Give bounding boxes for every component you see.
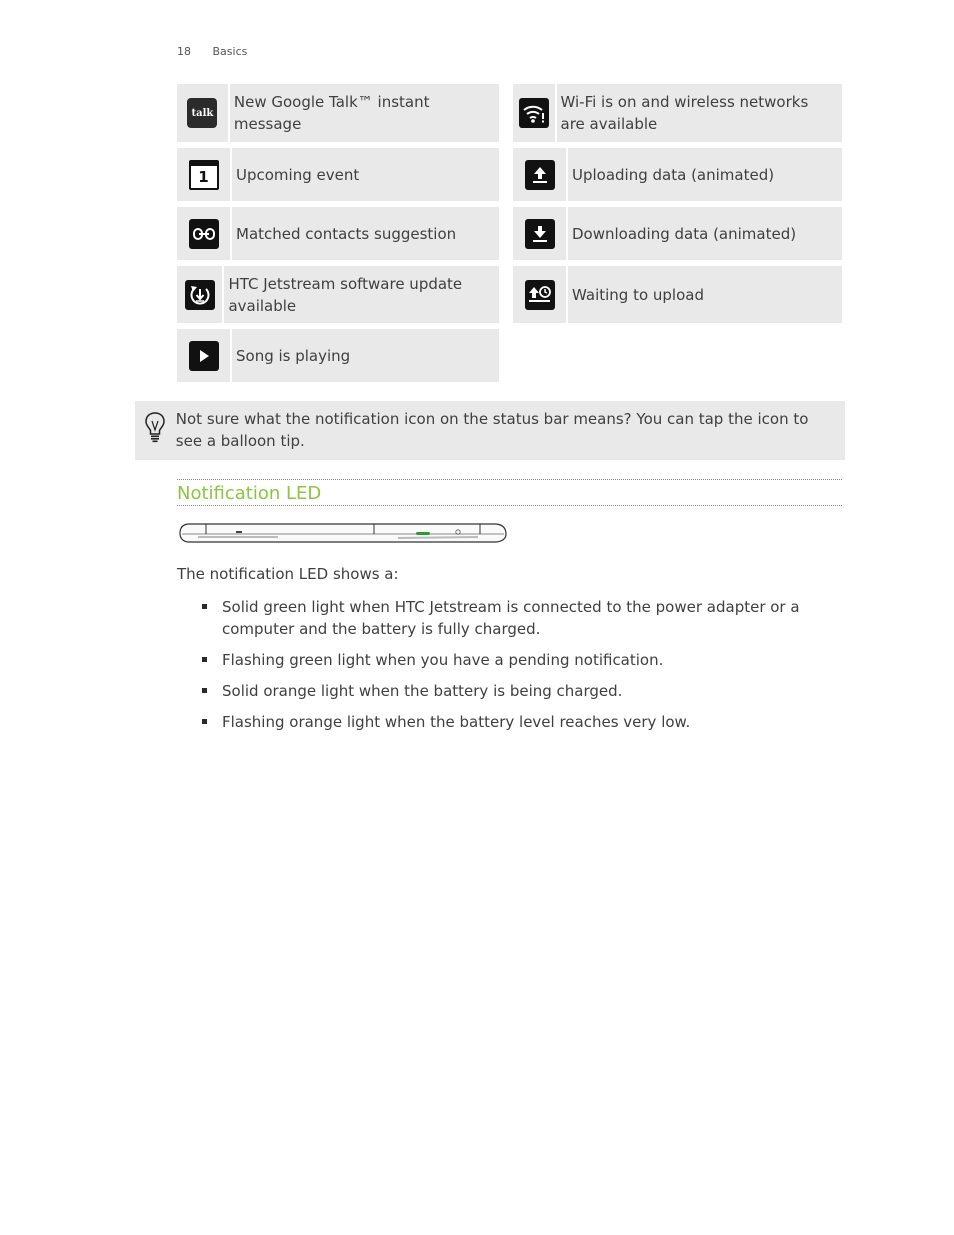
matched-contacts-icon [189, 219, 219, 249]
table-row [513, 207, 842, 260]
tip-text: Not sure what the notification icon on the status bar means? You can tap the icon to see a balloon tip. [175, 410, 809, 450]
table-row [177, 84, 499, 142]
section-heading-bar [177, 479, 842, 506]
table-row [513, 266, 842, 323]
list-item: Flashing orange light when the battery level reaches very low. [201, 711, 841, 733]
icon-description: Song is playing [236, 346, 351, 365]
download-icon [525, 219, 555, 249]
table-row [177, 207, 499, 260]
play-icon [189, 341, 219, 371]
led-states-list [201, 596, 841, 742]
page-header [177, 45, 247, 58]
section-intro: The notification LED shows a: [177, 565, 399, 583]
icon-description: Downloading data (animated) [572, 224, 797, 243]
icon-description: Uploading data (animated) [572, 165, 775, 184]
list-item: Solid green light when HTC Jetstream is connected to the power adapter or a computer and the battery is fully charged. [201, 596, 841, 640]
icon-description: Wi-Fi is on and wireless networks are available [560, 93, 809, 133]
icon-description: Waiting to upload [572, 285, 704, 304]
talk-icon: talk [187, 98, 217, 128]
calendar-icon: 1 [189, 160, 219, 190]
waiting-upload-icon [525, 280, 555, 310]
lightbulb-icon [135, 401, 176, 443]
icon-description: New Google Talk™ instant message [233, 93, 430, 133]
software-update-icon [185, 280, 215, 310]
table-row [513, 84, 842, 142]
header-section: Basics [212, 45, 248, 58]
section-title: Notification LED [177, 483, 322, 504]
icon-description: Matched contacts suggestion [236, 224, 457, 243]
table-row [513, 148, 842, 201]
list-item: Flashing green light when you have a pending notification. [201, 649, 841, 671]
icon-description: Upcoming event [236, 165, 360, 184]
table-row [177, 148, 499, 201]
table-row [177, 266, 499, 323]
table-row [177, 329, 499, 382]
page-number: 18 [177, 45, 191, 58]
wifi-icon [519, 98, 549, 128]
icon-description: HTC Jetstream software update available [228, 274, 463, 315]
list-item: Solid orange light when the battery is being charged. [201, 680, 841, 702]
upload-icon [525, 160, 555, 190]
device-illustration [178, 518, 508, 550]
tip-box [135, 401, 845, 460]
